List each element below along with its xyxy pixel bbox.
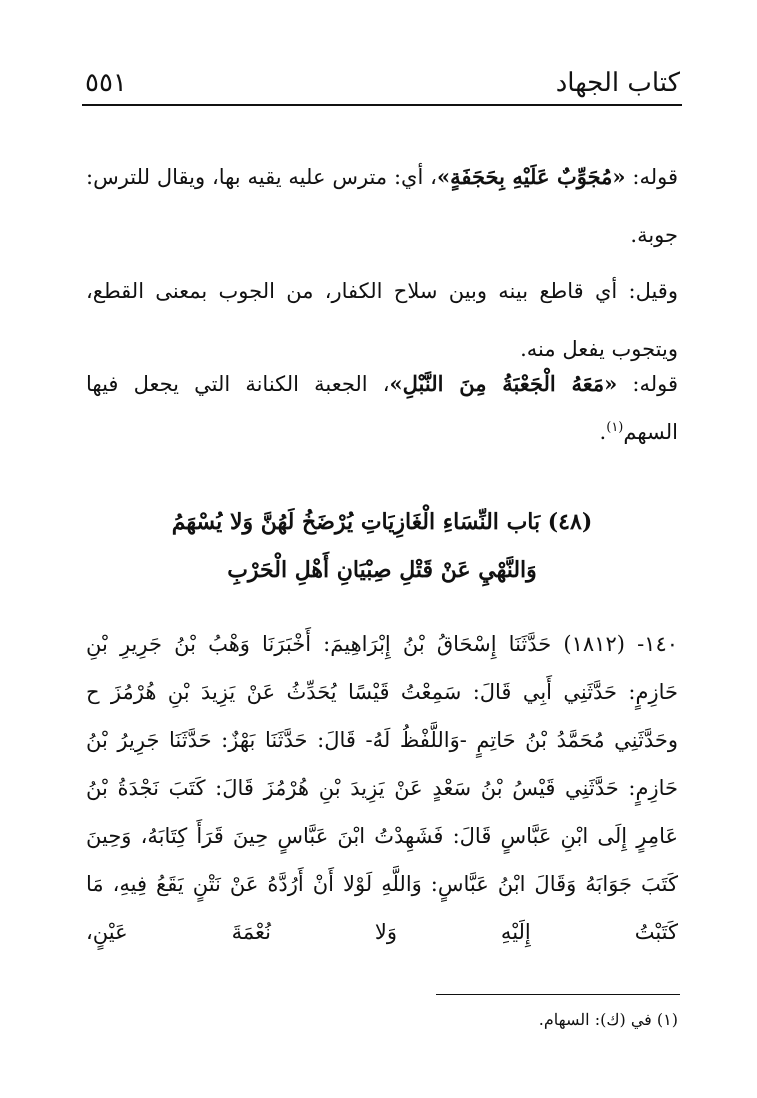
commentary-end: . bbox=[599, 420, 607, 444]
footnote: (١) في (ك): السهام. bbox=[538, 1010, 678, 1029]
running-title: كتاب الجهاد bbox=[555, 68, 680, 98]
chapter-heading-line-1: (٤٨) بَاب النِّسَاءِ الْغَازِيَاتِ يُرْضَخُ لَهُنَّ وَلا يُسْهَمُ bbox=[171, 509, 593, 535]
chapter-heading bbox=[86, 498, 678, 594]
commentary-text: ، الجعبة الكنانة التي يجعل فيها السهم bbox=[86, 372, 678, 444]
header-rule bbox=[82, 104, 682, 106]
footnote-rule bbox=[436, 994, 680, 995]
commentary-quote: «مُجَوِّبٌ عَلَيْهِ بِحَجَفَةٍ» bbox=[436, 164, 626, 189]
page-number: ٥٥١ bbox=[85, 68, 127, 98]
commentary-paragraph-3 bbox=[86, 360, 678, 456]
footnote-reference: (١) bbox=[606, 420, 624, 435]
chapter-heading-line-2: وَالنَّهْيِ عَنْ قَتْلِ صِبْيَانِ أَهْلِ الْحَرْبِ bbox=[227, 557, 537, 583]
page-header bbox=[85, 60, 680, 104]
commentary-prefix: قوله: bbox=[617, 372, 678, 396]
commentary-text: ، أي: مترس عليه يقيه بها، ويقال للترس: جوبة. bbox=[86, 165, 678, 247]
commentary-prefix: قوله: bbox=[625, 165, 678, 189]
commentary-quote: «مَعَهُ الْجَعْبَةُ مِنَ النَّبْلِ» bbox=[389, 371, 618, 396]
hadith-text: ١٤٠- (١٨١٢) حَدَّثَنَا إِسْحَاقُ بْنُ إِبْرَاهِيمَ: أَخْبَرَنَا وَهْبُ بْنُ جَرِيرِ بْنِ حَازِمٍ: حَدَّثَنِي أَبِي قَالَ: سَمِعْتُ قَيْسًا يُحَدِّثُ عَنْ يَزِيدَ بْنِ هُرْمُزَ ح وحَدَّثَنِي مُحَمَّدُ بْنُ حَاتِمٍ -وَاللَّفْظُ لَهُ- قَالَ: حَدَّثَنَا بَهْزٌ: حَدَّثَنَا جَرِيرُ بْنُ حَازِمٍ: حَدَّثَنِي قَيْسُ بْنُ سَعْدٍ عَنْ يَزِيدَ بْنِ هُرْمُزَ قَالَ: كَتَبَ نَجْدَةُ بْنُ عَامِرٍ إِلَى ابْنِ عَبَّاسٍ قَالَ: فَشَهِدْتُ ابْنَ عَبَّاسٍ حِينَ قَرَأَ كِتَابَهُ، وَحِينَ كَتَبَ جَوَابَهُ وَقَالَ ابْنُ عَبَّاسٍ: وَاللَّهِ لَوْلا أَنْ أَرُدَّهُ عَنْ نَتْنٍ يَقَعُ فِيهِ، مَا كَتَبْتُ إِلَيْهِ وَلا نُعْمَةَ عَيْنٍ، bbox=[86, 632, 679, 944]
commentary-paragraph-1 bbox=[86, 148, 678, 264]
commentary-text: وقيل: أي قاطع بينه وبين سلاح الكفار، من الجوب بمعنى القطع، ويتجوب يفعل منه. bbox=[86, 279, 678, 361]
